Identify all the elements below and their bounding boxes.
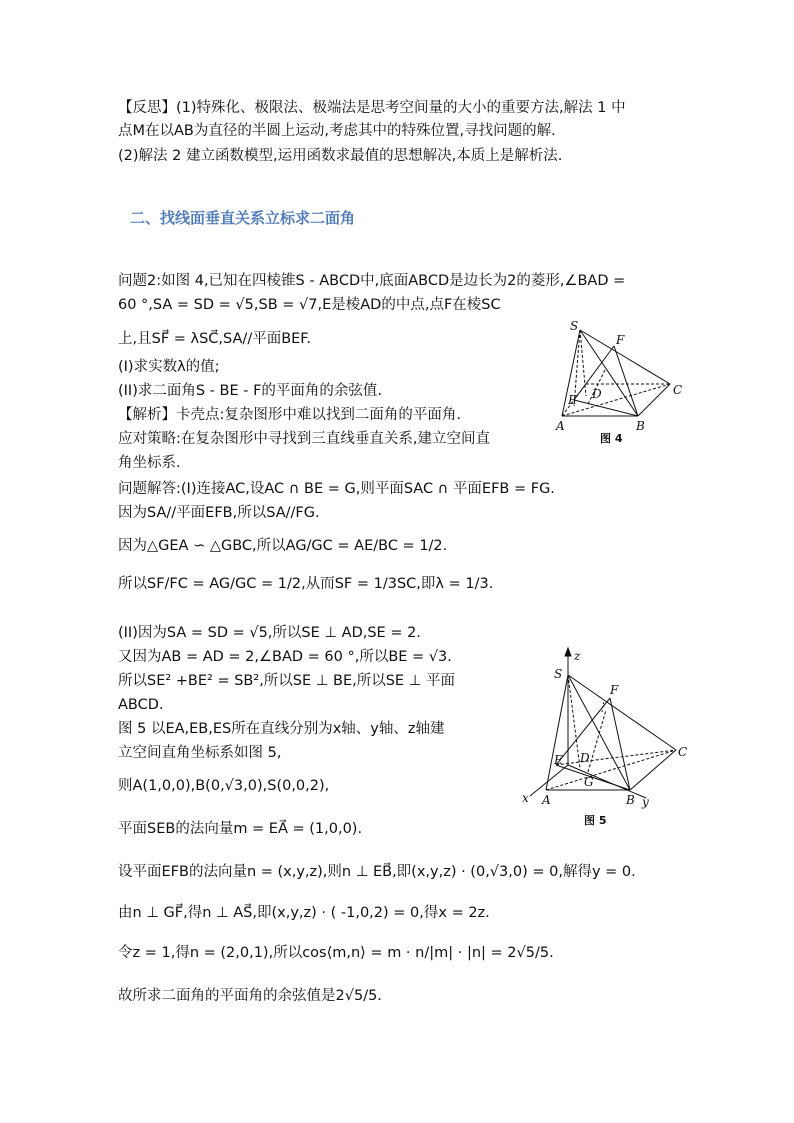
figure-5-label-b: B [626, 793, 635, 807]
figure-5-label-d: D [580, 751, 590, 765]
solution-line-7: 所以SE² +BE² = SB²,所以SE ⊥ BE,所以SE ⊥ 平面 [118, 673, 455, 689]
figure-4-caption: 图 4 [600, 432, 623, 445]
solution-line-8: ABCD. [118, 697, 164, 713]
figure-4-label-d: D [592, 387, 602, 401]
figure-5-label-c: C [678, 745, 688, 759]
figure-4-label-a: A [556, 419, 565, 433]
solution-line-13: 设平面EFB的法向量n = (x,y,z),则n ⊥ EB⃗,即(x,y,z) · (0,√3,0) = 0,解得y = 0. [118, 864, 636, 880]
figure-4-label-b: B [636, 419, 645, 433]
figure-4-label-e: E [568, 393, 577, 407]
solution-line-10: 立空间直角坐标系如图 5, [118, 745, 282, 761]
figure-5-label-f: F [610, 683, 619, 697]
figure-5-drawing [518, 640, 698, 830]
solution-line-16: 故所求二面角的平面角的余弦值是2√5/5. [118, 988, 382, 1004]
solution-line-15: 令z = 1,得n = (2,0,1),所以cos⟨m,n⟩ = m · n/|m| · |n| = 2√5/5. [118, 945, 554, 961]
figure-5-label-g: G [584, 775, 594, 789]
solution-line-9: 图 5 以EA,EB,ES所在直线分别为x轴、y轴、z轴建 [118, 721, 445, 737]
problem-line-1: 问题2:如图 4,已知在四棱锥S - ABCD中,底面ABCD是边长为2的菱形,∠BAD = [118, 273, 626, 289]
solution-line-14: 由n ⊥ GF⃗,得n ⊥ AS⃗,即(x,y,z) · ( -1,0,2) = 0,得x = 2z. [118, 905, 490, 921]
figure-5-label-e: E [554, 753, 563, 767]
figure-4-label-c: C [673, 383, 683, 397]
problem-line-2: 60 °,SA = SD = √5,SB = √7,E是棱AD的中点,点F在棱SC [118, 297, 501, 313]
figure-4 [548, 318, 688, 450]
solution-line-2: 因为SA//平面EFB,所以SA//FG. [118, 505, 320, 521]
section-heading: 二、找线面垂直关系立标求二面角 [130, 209, 356, 227]
figure-5-label-a: A [542, 793, 551, 807]
figure-4-drawing [548, 318, 688, 450]
figure-5-label-z: z [574, 649, 581, 663]
reflection-line-2: 点M在以AB为直径的半圆上运动,考虑其中的特殊位置,寻找问题的解. [118, 123, 556, 139]
strategy-line-2: 角坐标系. [118, 455, 181, 471]
strategy-line-1: 应对策略:在复杂图形中寻找到三直线垂直关系,建立空间直 [118, 431, 490, 447]
figure-5 [518, 640, 698, 830]
solution-line-5: (II)因为SA = SD = √5,所以SE ⊥ AD,SE = 2. [118, 625, 421, 641]
solution-line-4: 所以SF/FC = AG/GC = 1/2,从而SF = 1/3SC,即λ = 1/3. [118, 576, 494, 592]
question-2: (II)求二面角S - BE - F的平面角的余弦值. [118, 383, 383, 399]
figure-5-label-x: x [522, 791, 529, 805]
analysis-line: 【解析】卡壳点:复杂图形中难以找到二面角的平面角. [118, 407, 461, 423]
figure-4-label-s: S [570, 319, 579, 333]
reflection-line-1: 【反思】(1)特殊化、极限法、极端法是思考空间量的大小的重要方法,解法 1 中 [118, 100, 626, 116]
solution-line-3: 因为△GEA ∽ △GBC,所以AG/GC = AE/BC = 1/2. [118, 538, 448, 554]
figure-4-label-f: F [616, 333, 625, 347]
solution-line-1: 问题解答:(I)连接AC,设AC ∩ BE = G,则平面SAC ∩ 平面EFB = FG. [118, 481, 555, 497]
question-1: (I)求实数λ的值; [118, 359, 220, 375]
solution-line-12: 平面SEB的法向量m = EA⃗ = (1,0,0). [118, 821, 363, 837]
figure-5-label-s: S [554, 667, 563, 681]
reflection-line-3: (2)解法 2 建立函数模型,运用函数求最值的思想解决,本质上是解析法. [118, 148, 563, 164]
problem-line-3: 上,且SF⃗ = λSC⃗,SA//平面BEF. [118, 331, 311, 347]
figure-5-label-y: y [642, 795, 649, 809]
figure-5-caption: 图 5 [584, 814, 607, 827]
solution-line-6: 又因为AB = AD = 2,∠BAD = 60 °,所以BE = √3. [118, 649, 452, 665]
solution-line-11: 则A(1,0,0),B(0,√3,0),S(0,0,2), [118, 778, 330, 794]
